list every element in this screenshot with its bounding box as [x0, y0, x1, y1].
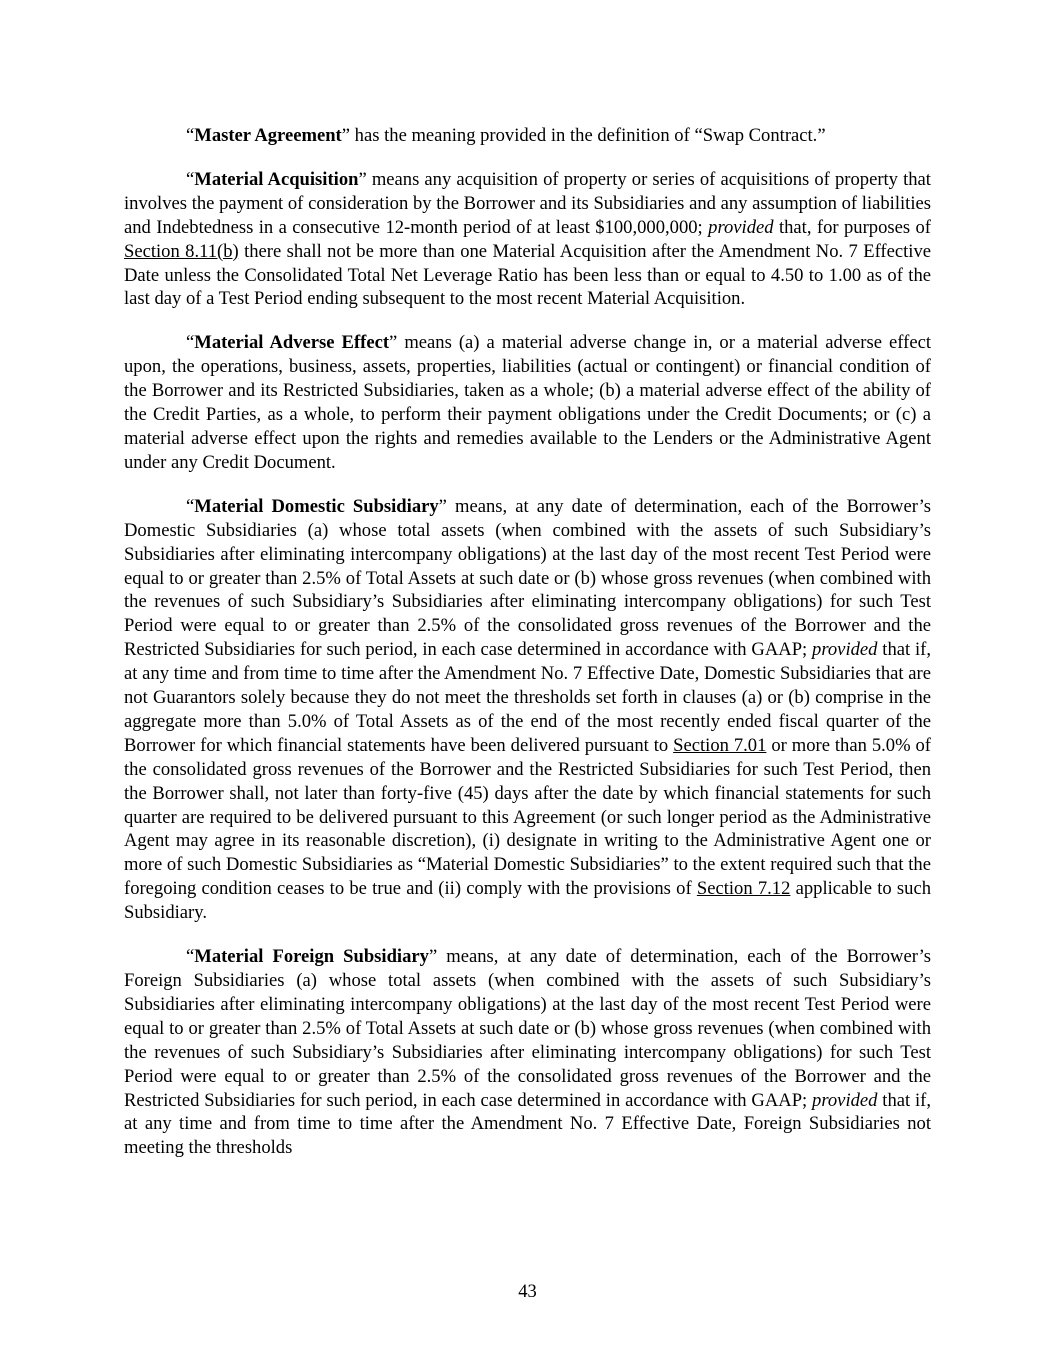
- definition-material-foreign-subsidiary: “Material Foreign Subsidiary” means, at any date of determination, each of the Borrower’s Foreign Subsidiaries (a) whose total assets (when combined with the assets of such Subsidiary’s Subsidiaries after eliminating intercompany obligations) at the last day of the most recent Test Period were equal to or greater than 2.5% of Total Assets at such date or (b) whose gross revenues (when combined with the revenues of such Subsidiary’s Subsidiaries after eliminating intercompany obligations) for such Test Period were equal to or greater than 2.5% of the consolidated gross revenues of the Borrower and the Restricted Subsidiaries for such period, in each case determined in accordance with GAAP; provided that if, at any time and from time to time after the Amendment No. 7 Effective Date, Foreign Subsidiaries not meeting the thresholds: [124, 946, 932, 1159]
- defined-term: Material Foreign Subsidiary: [194, 946, 429, 968]
- definition-material-domestic-subsidiary: “Material Domestic Subsidiary” means, at any date of determination, each of the Borrower’s Domestic Subsidiaries (a) whose total assets (when combined with the assets of such Subsidiary’s Subsidiaries after eliminating intercompany obligations) at the last day of the most recent Test Period were equal to or greater than 2.5% of Total Assets at such date or (b) whose gross revenues (when combined with the revenues of such Subsidiary’s Subsidiaries after eliminating intercompany obligations) for such Test Period were equal to or greater than 2.5% of the consolidated gross revenues of the Borrower and the Restricted Subsidiaries for such period, in each case determined in accordance with GAAP; provided that if, at any time and from time to time after the Amendment No. 7 Effective Date, Domestic Subsidiaries that are not Guarantors solely because they do not meet the thresholds set forth in clauses (a) or (b) comprise in the aggregate more than 5.0% of Total Assets as of the end of the most recently ended fiscal quarter of the Borrower for which financial statements have been delivered pursuant to Section 7.01 or more than 5.0% of the consolidated gross revenues of the Borrower and the Restricted Subsidiaries for such Test Period, then the Borrower shall, not later than forty-five (45) days after the date by which financial statements for such quarter are required to be delivered pursuant to this Agreement (or such longer period as the Administrative Agent may agree in its reasonable discretion), (i) designate in writing to the Administrative Agent one or more of such Domestic Subsidiaries as “Material Domestic Subsidiaries” to the extent required such that the foregoing condition ceases to be true and (ii) comply with the provisions of Section 7.12 applicable to such Subsidiary.: [124, 495, 932, 924]
- defined-term: Master Agreement: [194, 125, 342, 146]
- section-reference: Section 7.12: [696, 878, 791, 900]
- definition-text: ” means, at any date of determination, each of the Borrower’s Foreign Subsidiaries (a) whose total assets (when combined with the assets of such Subsidiary’s Subsidiaries after eliminating intercompany obligations) at the last day of the most recent Test Period were equal to or greater than 2.5% of Total Assets at such date or (b) whose gross revenues (when combined with the revenues of such Subsidiary’s Subsidiaries after eliminating intercompany obligations) for such Test Period were equal to or greater than 2.5% of the consolidated gross revenues of the Borrower and the Restricted Subsidiaries for such period, in each case determined in accordance with GAAP;: [124, 946, 931, 1111]
- definition-master-agreement: “Master Agreement” has the meaning provided in the definition of “Swap Contract.”: [186, 125, 826, 146]
- definition-text: ” means, at any date of determination, each of the Borrower’s Domestic Subsidiaries (a) whose total assets (when combined with the assets of such Subsidiary’s Subsidiaries after eliminating intercompany obligations) at the last day of the most recent Test Period were equal to or greater than 2.5% of Total Assets at such date or (b) whose gross revenues (when combined with the revenues of such Subsidiary’s Subsidiaries after eliminating intercompany obligations) for such Test Period were equal to or greater than 2.5% of the consolidated gross revenues of the Borrower and the Restricted Subsidiaries for such period, in each case determined in accordance with GAAP;: [124, 495, 931, 661]
- definition-text: or more than 5.0% of the consolidated gross revenues of the Borrower and the Restricted Subsidiaries for such Test Period, then the Borrower shall, not later than forty-five (45) days after the date by which financial statements for such quarter are required to be delivered pursuant to this Agreement (or such longer period as the Administrative Agent may agree in its reasonable discretion), (i) designate in writing to the Administrative Agent one or more of such Domestic Subsidiaries as “Material Domestic Subsidiaries” to the extent required such that the foregoing condition ceases to be true and (ii) comply with the provisions of: [124, 734, 931, 900]
- defined-term: Material Acquisition: [194, 168, 359, 190]
- definition-text: ” means (a) a material adverse change in, or a material adverse effect upon, the operations, business, assets, properties, liabilities (actual or contingent) or financial condition of the Borrower and its Restricted Subsidiaries, taken as a whole; (b) a material adverse effect of the ability of the Credit Parties, as a whole, to perform their payment obligations under the Credit Documents; or (c) a material adverse effect upon the rights and remedies available to the Lenders or the Administrative Agent under any Credit Document.: [124, 332, 931, 473]
- definition-text: there shall not be more than one Material Acquisition after the Amendment No. 7 Effective Date unless the Consolidated Total Net Leverage Ratio has been less than or equal to 4.50 to 1.00 as of the last day of a Test Period ending subsequent to the most recent Material Acquisition.: [124, 240, 931, 310]
- defined-term: Material Adverse Effect: [194, 332, 390, 354]
- definition-material-adverse-effect: “Material Adverse Effect” means (a) a material adverse change in, or a material adverse effect upon, the operations, business, assets, properties, liabilities (actual or contingent) or financial condition of the Borrower and its Restricted Subsidiaries, taken as a whole; (b) a material adverse effect of the ability of the Credit Parties, as a whole, to perform their payment obligations under the Credit Documents; or (c) a material adverse effect upon the rights and remedies available to the Lenders or the Administrative Agent under any Credit Document.: [124, 332, 931, 473]
- provided-emphasis: provided: [812, 639, 878, 661]
- page-number: 43: [518, 1281, 537, 1302]
- definition-text: applicable to such Subsidiary.: [124, 878, 931, 924]
- document-page: [124, 124, 931, 1180]
- definition-text: that, for purposes of: [773, 216, 931, 238]
- provided-emphasis: provided: [708, 216, 774, 238]
- definition-text: ” means any acquisition of property or series of acquisitions of property that involves the payment of consideration by the Borrower and its Subsidiaries and any assumption of liabilities and Indebtedness in a consecutive 12-month period of at least $100,000,000;: [124, 168, 931, 238]
- definition-material-acquisition: “Material Acquisition” means any acquisition of property or series of acquisitions of property that involves the payment of consideration by the Borrower and its Subsidiaries and any assumption of liabilities and Indebtedness in a consecutive 12-month period of at least $100,000,000; provided that, for purposes of Section 8.11(b) there shall not be more than one Material Acquisition after the Amendment No. 7 Effective Date unless the Consolidated Total Net Leverage Ratio has been less than or equal to 4.50 to 1.00 as of the last day of a Test Period ending subsequent to the most recent Material Acquisition.: [124, 168, 931, 310]
- section-reference: Section 7.01: [673, 734, 767, 756]
- section-reference: Section 8.11(b): [124, 240, 239, 262]
- provided-emphasis: provided: [812, 1089, 878, 1111]
- definition-text: that if, at any time and from time to time after the Amendment No. 7 Effective Date, Domestic Subsidiaries that are not Guarantors solely because they do not meet the thresholds set forth in clauses (a) or (b) comprise in the aggregate more than 5.0% of Total Assets as of the end of the most recently ended fiscal quarter of the Borrower for which financial statements have been delivered pursuant to: [124, 639, 932, 756]
- defined-term: Material Domestic Subsidiary: [194, 495, 439, 517]
- definition-text: that if, at any time and from time to time after the Amendment No. 7 Effective Date, Foreign Subsidiaries not meeting the thresholds: [124, 1089, 932, 1159]
- definition-text: ” has the meaning provided in the definition of “Swap Contract.”: [341, 125, 826, 146]
